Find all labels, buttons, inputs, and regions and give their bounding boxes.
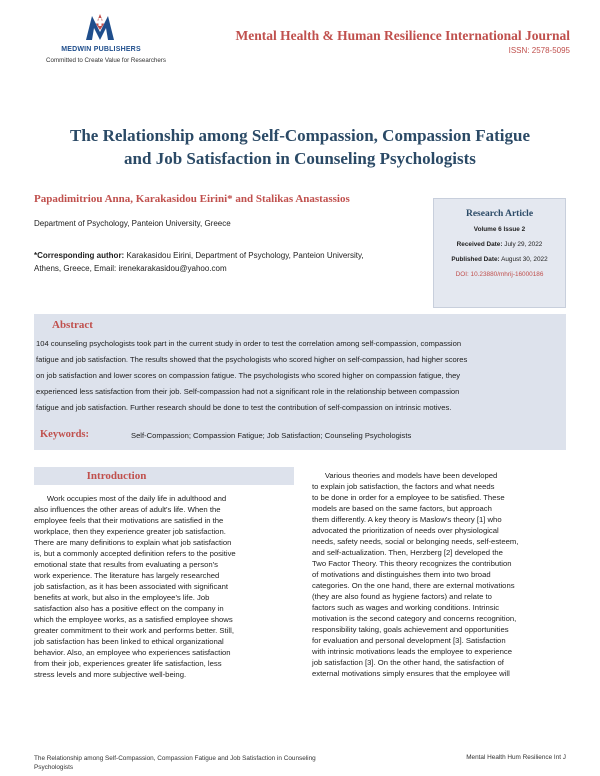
body-line: responsibility taking, goals achievement and opportunities bbox=[312, 625, 509, 634]
footer-running-title bbox=[34, 754, 374, 772]
body-line: factors such as wages and working conditions. Intrinsic bbox=[312, 603, 500, 612]
footer-journal-abbrev: Mental Health Hum Resilience Int J bbox=[466, 754, 566, 761]
body-line: them differently. A key theory is Maslow's theory [1] who bbox=[312, 515, 502, 524]
abstract-text bbox=[36, 336, 566, 416]
paper-title bbox=[40, 124, 560, 170]
abstract-line: on job satisfaction and lower scores on compassion fatigue. The psychologists who scored higher on compassion fatigue, they bbox=[36, 371, 461, 380]
body-line: workplace, then they experience greater job satisfaction. bbox=[34, 527, 226, 536]
body-line: Various theories and models have been developed bbox=[312, 471, 498, 480]
footer-line: Psychologists bbox=[34, 764, 74, 771]
body-line: (they are also found as hygiene factors) and relate to bbox=[312, 592, 492, 601]
corresponding-author bbox=[34, 249, 426, 275]
corresponding-details: Karakasidou Eirini, Department of Psychology, Panteion University, bbox=[126, 251, 364, 260]
body-line: stress levels and more subjective well-being. bbox=[34, 670, 187, 679]
abstract-line: fatigue and job satisfaction. The results showed that the psychologists who scored higher on self-compassion, had higher scores bbox=[36, 355, 468, 364]
body-line: advocated the prioritization of needs over physiological bbox=[312, 526, 499, 535]
body-line: greater commitment to their work and performs better. Still, bbox=[34, 626, 234, 635]
body-line: work experience. The literature has largely researched bbox=[34, 571, 220, 580]
body-line: models are based on the same factors, but approach bbox=[312, 504, 492, 513]
body-column-right bbox=[312, 470, 568, 679]
body-column-left bbox=[34, 493, 296, 680]
abstract-heading: Abstract bbox=[52, 319, 93, 331]
abstract-line: fatigue and job satisfaction. Further research should be done to test the contribution of self-compassion on intrinsic motives. bbox=[36, 403, 452, 412]
body-line: external motivations simply ensures that the employee will bbox=[312, 669, 510, 678]
body-line: also influences the other areas of adult's life. When the bbox=[34, 505, 221, 514]
journal-title: Mental Health & Human Resilience International Journal bbox=[235, 28, 570, 43]
publisher-name: MEDWIN PUBLISHERS bbox=[61, 46, 141, 53]
introduction-heading-bar bbox=[34, 467, 294, 485]
received-date: Received Date: July 29, 2022 bbox=[456, 241, 543, 248]
body-line: and self-actualization. Then, Herzberg [2] developed the bbox=[312, 548, 503, 557]
body-line: which the employee works, as a satisfied employee shows bbox=[34, 615, 233, 624]
body-line: from their job, experiences greater life satisfaction, less bbox=[34, 659, 222, 668]
body-line: to be done in order for a employee to be satisfied. These bbox=[312, 493, 505, 502]
body-line: satisfaction also has a positive effect on the company in bbox=[34, 604, 224, 613]
article-info-box bbox=[433, 198, 566, 308]
paper-title-line: The Relationship among Self-Compassion, Compassion Fatigue bbox=[69, 126, 530, 145]
volume-issue: Volume 6 Issue 2 bbox=[473, 226, 526, 233]
body-line: behavior. Also, an employee who experiences satisfaction bbox=[34, 648, 231, 657]
article-type: Research Article bbox=[465, 209, 534, 219]
body-line: categories. On the one hand, there are external motivations bbox=[312, 581, 515, 590]
corresponding-email-line[interactable]: Athens, Greece, Email: irenekarakasidou@yahoo.com bbox=[34, 264, 227, 273]
body-line: There are many definitions to explain what job satisfaction bbox=[34, 538, 232, 547]
body-line: Two Factor Theory. This theory recognizes the contribution bbox=[312, 559, 512, 568]
corresponding-label: *Corresponding author: bbox=[34, 251, 125, 260]
abstract-section bbox=[34, 314, 566, 450]
body-line: to explain job satisfaction, the factors and what needs bbox=[312, 482, 495, 491]
affiliation: Department of Psychology, Panteion University, Greece bbox=[34, 219, 231, 228]
body-line: motivation is the second category and concerns recognition, bbox=[312, 614, 517, 623]
author-list: Papadimitriou Anna, Karakasidou Eirini* and Stalikas Anastassios bbox=[34, 193, 350, 205]
publisher-tagline: Committed to Create Value for Researchers bbox=[46, 57, 166, 64]
body-line: for evaluation and personal development [3]. Satisfaction bbox=[312, 636, 506, 645]
keywords-value: Self-Compassion; Compassion Fatigue; Job Satisfaction; Counseling Psychologists bbox=[131, 431, 412, 440]
published-date: Published Date: August 30, 2022 bbox=[451, 256, 548, 263]
body-line: job satisfaction, as it has been associated with significant bbox=[34, 582, 229, 591]
abstract-line: 104 counseling psychologists took part in the current study in order to test the correlation among self-compassion, compassion bbox=[36, 339, 462, 348]
introduction-heading: Introduction bbox=[86, 470, 147, 482]
body-line: of motivations and distinguishes them into two broad bbox=[312, 570, 491, 579]
medwin-logo-icon bbox=[82, 10, 118, 46]
body-line: emotional state that results from evaluating a person's bbox=[34, 560, 218, 569]
body-line: benefits at work, but also in the employee's life. Job bbox=[34, 593, 210, 602]
doi-link[interactable]: DOI: 10.23880/mhrij-16000186 bbox=[455, 271, 544, 278]
journal-issn: ISSN: 2578-5095 bbox=[508, 46, 570, 55]
keywords-row bbox=[34, 426, 566, 446]
body-line: employee feels that their motivations are satisfied in the bbox=[34, 516, 224, 525]
body-line: with intrinsic motivations leads the employee to experience bbox=[312, 647, 512, 656]
abstract-line: experienced less satisfaction from their job. Self-compassion had not a significant role in the relationship between compassion bbox=[36, 387, 460, 396]
body-line: Work occupies most of the daily life in adulthood and bbox=[34, 494, 227, 503]
body-line: needs, safety needs, social or belonging needs, self-esteem, bbox=[312, 537, 519, 546]
footer-line: The Relationship among Self-Compassion, Compassion Fatigue and Job Satisfaction in Counseling bbox=[34, 755, 316, 762]
body-line: job satisfaction [3]. On the other hand, the satisfaction of bbox=[312, 658, 504, 667]
paper-title-line: and Job Satisfaction in Counseling Psychologists bbox=[124, 149, 476, 168]
keywords-label: Keywords: bbox=[40, 429, 89, 440]
publisher-logo bbox=[36, 10, 166, 68]
body-line: job satisfaction has been linked to ethical organizational bbox=[34, 637, 224, 646]
body-line: is, but a commonly accepted definition refers to the positive bbox=[34, 549, 236, 558]
